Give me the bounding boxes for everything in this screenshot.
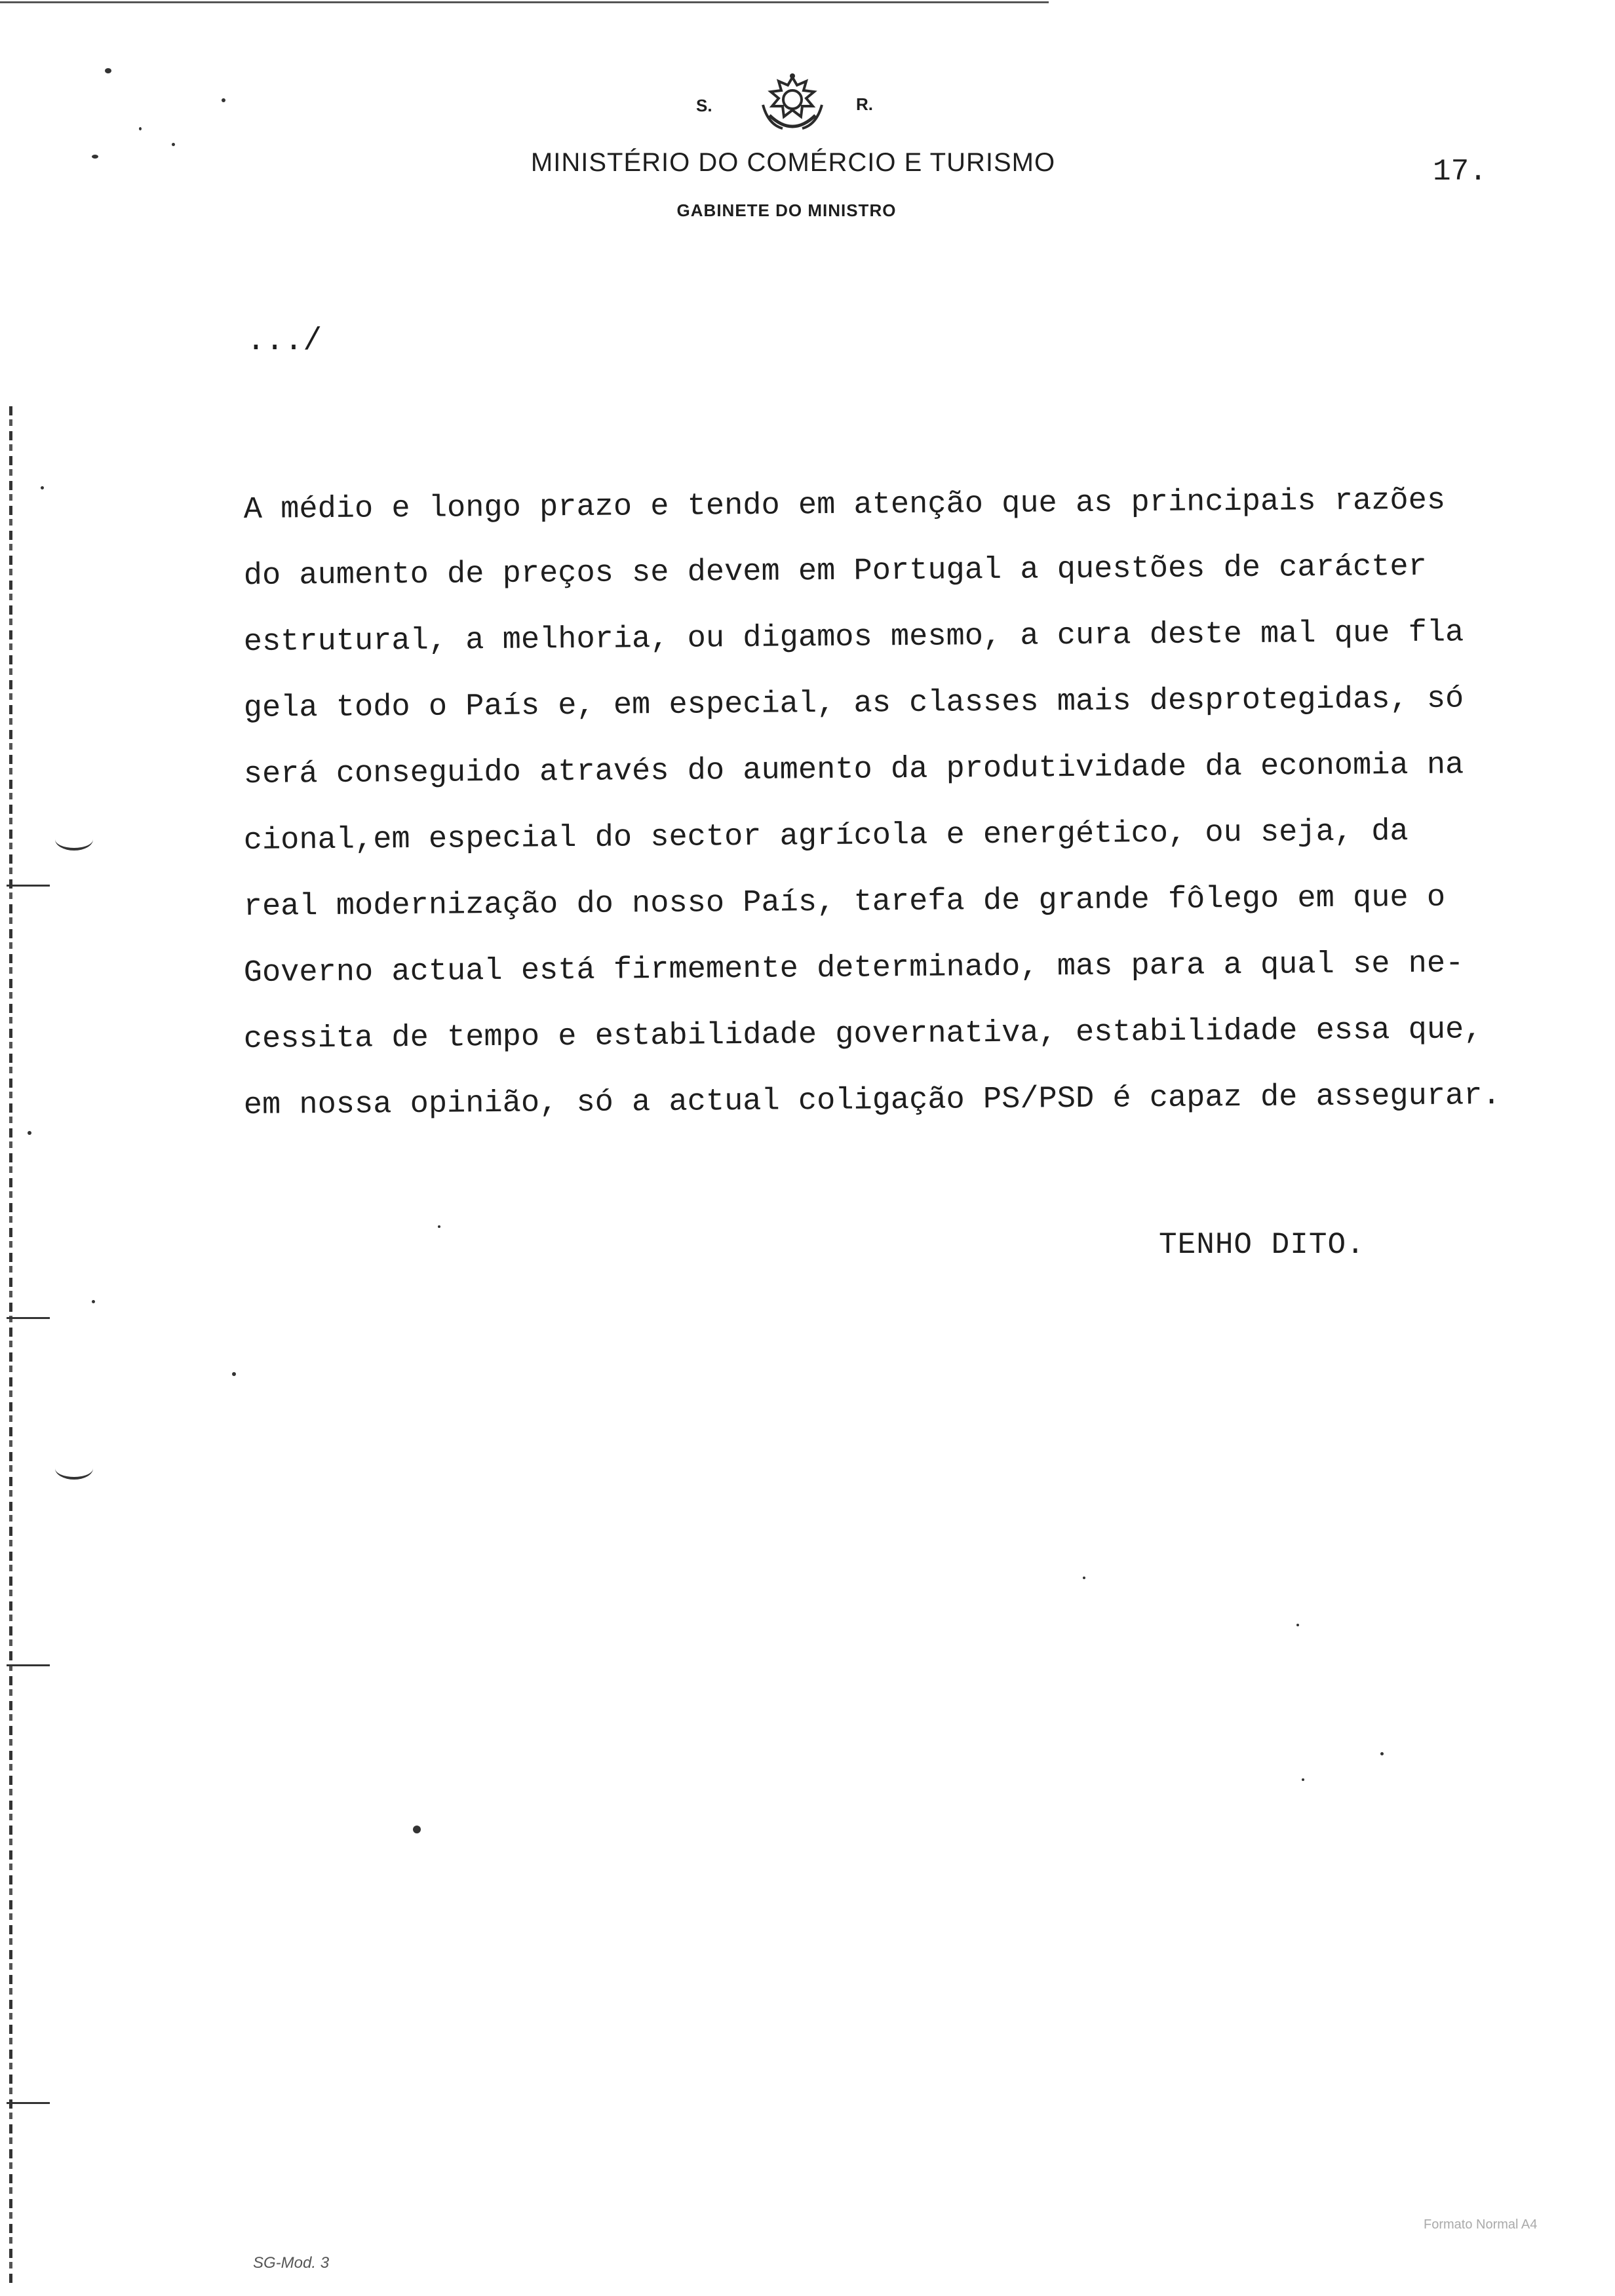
coat-of-arms-icon xyxy=(743,72,842,144)
binding-tick xyxy=(7,885,50,887)
binding-tick xyxy=(7,1664,50,1666)
scan-speck xyxy=(413,1826,421,1833)
scan-speck xyxy=(1302,1778,1304,1781)
body-line: cional,em especial do sector agrícola e energético, ou seja, da xyxy=(243,814,1409,858)
body-line: cessita de tempo e estabilidade governativa, estabilidade essa que, xyxy=(243,1012,1483,1057)
scan-speck xyxy=(1083,1577,1085,1579)
form-code: SG-Mod. 3 xyxy=(253,2254,330,2272)
continuation-mark: .../ xyxy=(246,324,322,359)
body-line: estrutural, a melhoria, ou digamos mesmo, a cura deste mal que fla xyxy=(243,615,1464,660)
page-number: 17. xyxy=(1433,155,1487,189)
emblem-letter-s: S. xyxy=(696,96,712,115)
body-line: será conseguido através do aumento da produtividade da economia na xyxy=(243,748,1464,792)
binding-tick xyxy=(7,1317,50,1319)
scan-speck xyxy=(232,1372,236,1376)
closing-statement: TENHO DITO. xyxy=(1159,1228,1365,1262)
scan-speck xyxy=(438,1225,440,1228)
scan-speck xyxy=(41,486,44,489)
letterhead xyxy=(0,0,1615,236)
binding-tick xyxy=(7,2102,50,2104)
body-line: em nossa opinião, só a actual coligação PS/PSD é capaz de assegurar. xyxy=(243,1078,1501,1123)
scan-speck xyxy=(28,1131,31,1135)
body-line: do aumento de preços se devem em Portugal a questões de carácter xyxy=(243,549,1428,594)
cabinet-name: GABINETE DO MINISTRO xyxy=(676,201,897,220)
scan-speck xyxy=(92,1300,95,1303)
body-line: A médio e longo prazo e tendo em atenção que as principais razões xyxy=(243,483,1446,527)
emblem-letter-r: R. xyxy=(856,94,873,114)
binding-bracket-mark xyxy=(55,1457,93,1480)
scan-speck xyxy=(1380,1752,1384,1755)
body-paragraph xyxy=(243,483,1607,1155)
binding-bracket-mark xyxy=(55,828,93,851)
paper-format-note: Formato Normal A4 xyxy=(1424,2217,1538,2232)
ministry-name: MINISTÉRIO DO COMÉRCIO E TURISMO xyxy=(530,148,1056,177)
body-line: Governo actual está firmemente determinado, mas para a qual se ne- xyxy=(243,946,1464,991)
body-line: real modernização do nosso País, tarefa de grande fôlego em que o xyxy=(243,880,1446,925)
binding-strip xyxy=(9,406,12,2287)
body-line: gela todo o País e, em especial, as classes mais desprotegidas, só xyxy=(243,681,1464,726)
scan-speck xyxy=(1296,1624,1299,1626)
